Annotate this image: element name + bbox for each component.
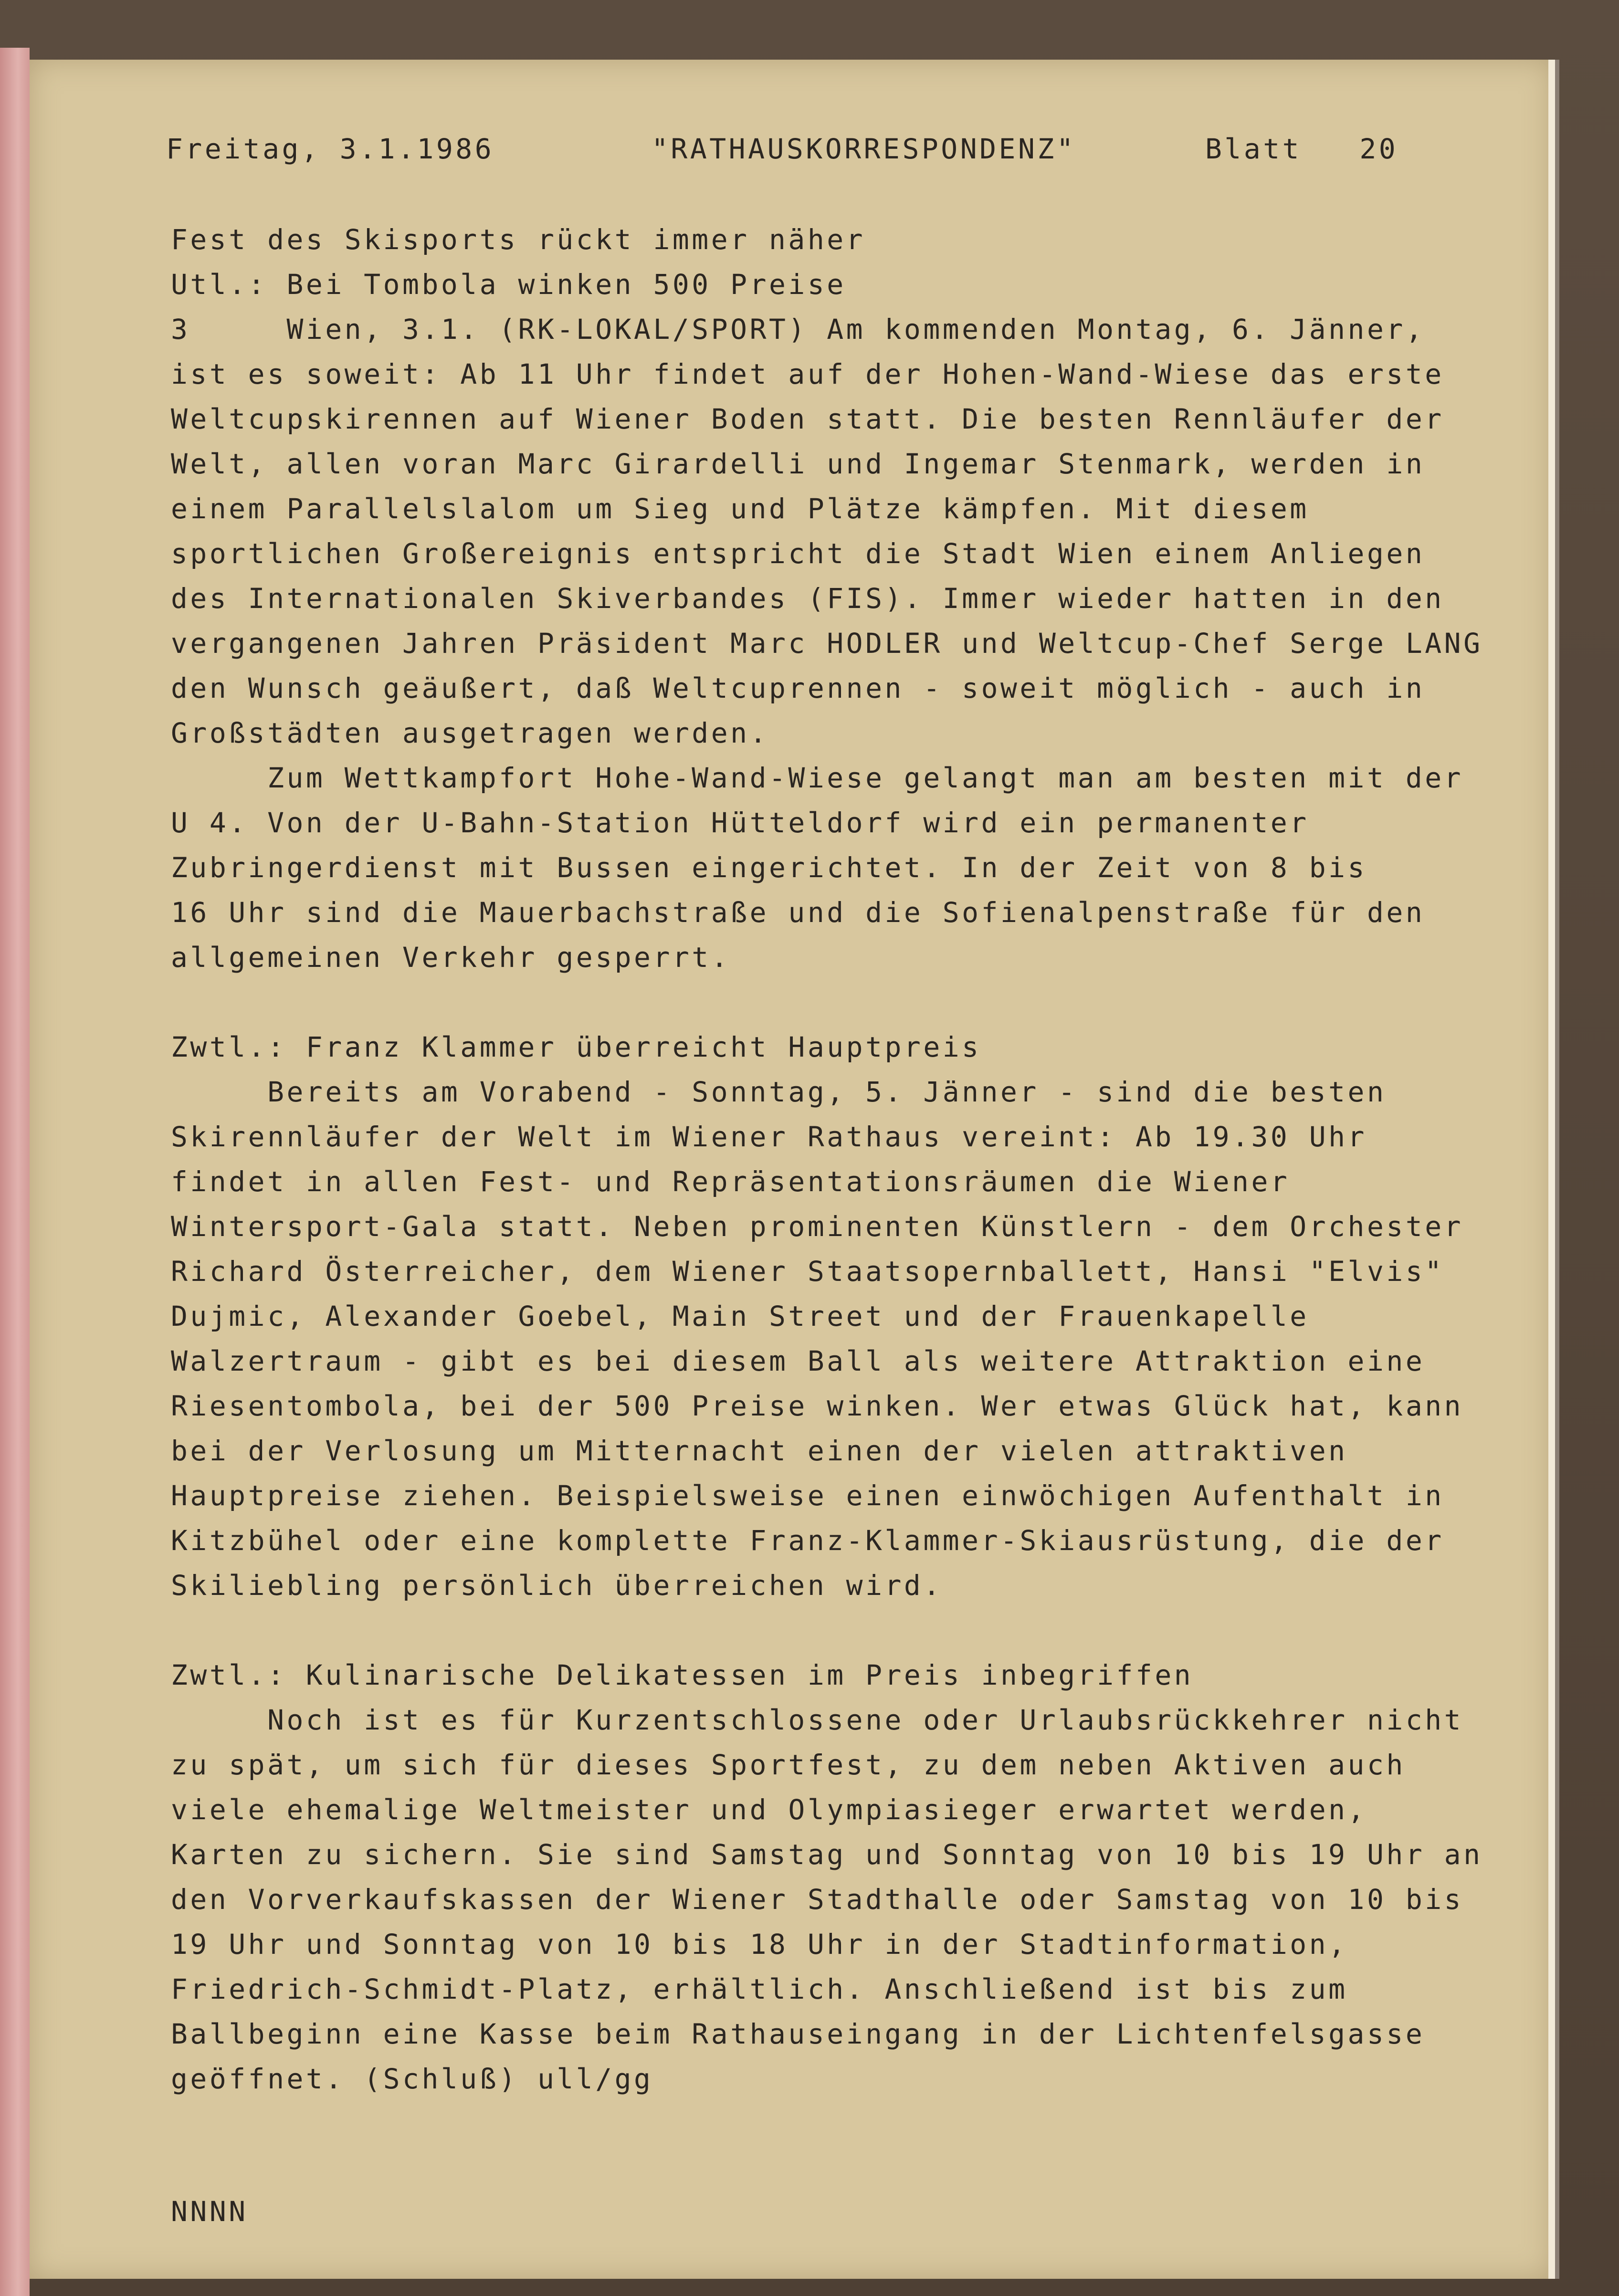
text-line: Ballbeginn eine Kasse beim Rathauseingang in der Lichtenfelsgasse	[171, 2018, 1425, 2050]
text-line: Weltcupskirennen auf Wiener Boden statt. Die besten Rennläufer der	[171, 403, 1444, 435]
text-line: zu spät, um sich für dieses Sportfest, zu dem neben Aktiven auch	[171, 1749, 1406, 1781]
text-line: sportlichen Großereignis entspricht die Stadt Wien einem Anliegen	[171, 537, 1425, 570]
text-line: geöffnet. (Schluß) ull/gg	[171, 2063, 653, 2095]
text-line: Welt, allen voran Marc Girardelli und Ingemar Stenmark, werden in	[171, 448, 1425, 480]
text-line: Skirennläufer der Welt im Wiener Rathaus vereint: Ab 19.30 Uhr	[171, 1121, 1367, 1153]
text-line: des Internationalen Skiverbandes (FIS). Immer wieder hatten in den	[171, 582, 1444, 615]
text-line: den Vorverkaufskassen der Wiener Stadthalle oder Samstag von 10 bis	[171, 1883, 1464, 1916]
text-line: Walzertraum - gibt es bei diesem Ball als weitere Attraktion eine	[171, 1345, 1425, 1377]
text-line: bei der Verlosung um Mitternacht einen der vielen attraktiven	[171, 1435, 1348, 1467]
text-line: Bereits am Vorabend - Sonntag, 5. Jänner - sind die besten	[171, 1076, 1387, 1108]
text-line: Kitzbühel oder eine komplette Franz-Klammer-Skiausrüstung, die der	[171, 1524, 1444, 1557]
header-date: Freitag, 3.1.1986	[166, 133, 494, 165]
text-line: einem Parallelslalom um Sieg und Plätze kämpfen. Mit diesem	[171, 493, 1309, 525]
text-line: ist es soweit: Ab 11 Uhr findet auf der Hohen-Wand-Wiese das erste	[171, 358, 1444, 390]
section-heading: Zwtl.: Kulinarische Delikatessen im Preis inbegriffen	[171, 1659, 1194, 1691]
text-line: vergangenen Jahren Präsident Marc HODLER und Weltcup-Chef Serge LANG	[171, 627, 1483, 660]
text-line: 3 Wien, 3.1. (RK-LOKAL/SPORT) Am kommenden Montag, 6. Jänner,	[171, 313, 1425, 346]
text-line: den Wunsch geäußert, daß Weltcuprennen - soweit möglich - auch in	[171, 672, 1425, 704]
text-line: Karten zu sichern. Sie sind Samstag und Sonntag von 10 bis 19 Uhr an	[171, 1838, 1483, 1871]
paper-stack-edge	[1555, 60, 1559, 2279]
text-line: Zum Wettkampfort Hohe-Wand-Wiese gelangt man am besten mit der	[171, 762, 1464, 794]
text-line: Riesentombola, bei der 500 Preise winken. Wer etwas Glück hat, kann	[171, 1390, 1464, 1422]
text-line: Wintersport-Gala statt. Neben prominenten Künstlern - dem Orchester	[171, 1210, 1464, 1243]
article-subtitle: Utl.: Bei Tombola winken 500 Preise	[171, 268, 846, 301]
text-line: Großstädten ausgetragen werden.	[171, 717, 769, 749]
section-heading: Zwtl.: Franz Klammer überreicht Hauptpreis	[171, 1031, 981, 1063]
text-line: Hauptpreise ziehen. Beispielsweise einen einwöchigen Aufenthalt in	[171, 1479, 1444, 1512]
text-line: allgemeinen Verkehr gesperrt.	[171, 941, 731, 974]
text-line: Friedrich-Schmidt-Platz, erhältlich. Anschließend ist bis zum	[171, 1973, 1348, 2005]
header-sheet-number: Blatt 20	[1205, 133, 1398, 165]
text-line: U 4. Von der U-Bahn-Station Hütteldorf wird ein permanenter	[171, 807, 1309, 839]
page-right-edge	[1548, 60, 1555, 2279]
blank-line	[171, 1608, 1483, 1653]
end-of-document-mark: NNNN	[171, 2195, 248, 2228]
blank-line	[171, 980, 1483, 1025]
text-line: Zubringerdienst mit Bussen eingerichtet. In der Zeit von 8 bis	[171, 851, 1367, 884]
article-body	[171, 217, 1483, 2101]
header-publication: "RATHAUSKORRESPONDENZ"	[652, 133, 1076, 165]
binding-edge	[0, 48, 30, 2296]
text-line: 16 Uhr sind die Mauerbachstraße und die Sofienalpenstraße für den	[171, 896, 1425, 929]
text-line: 19 Uhr und Sonntag von 10 bis 18 Uhr in der Stadtinformation,	[171, 1928, 1348, 1961]
article-title: Fest des Skisports rückt immer näher	[171, 223, 866, 256]
text-line: findet in allen Fest- und Repräsentationsräumen die Wiener	[171, 1165, 1290, 1198]
text-line: Dujmic, Alexander Goebel, Main Street und der Frauenkapelle	[171, 1300, 1309, 1332]
text-line: Richard Österreicher, dem Wiener Staatsopernballett, Hansi "Elvis"	[171, 1255, 1444, 1288]
text-line: Noch ist es für Kurzentschlossene oder Urlaubsrückkehrer nicht	[171, 1704, 1464, 1736]
text-line: viele ehemalige Weltmeister und Olympiasieger erwartet werden,	[171, 1793, 1367, 1826]
text-line: Skiliebling persönlich überreichen wird.	[171, 1569, 943, 1602]
